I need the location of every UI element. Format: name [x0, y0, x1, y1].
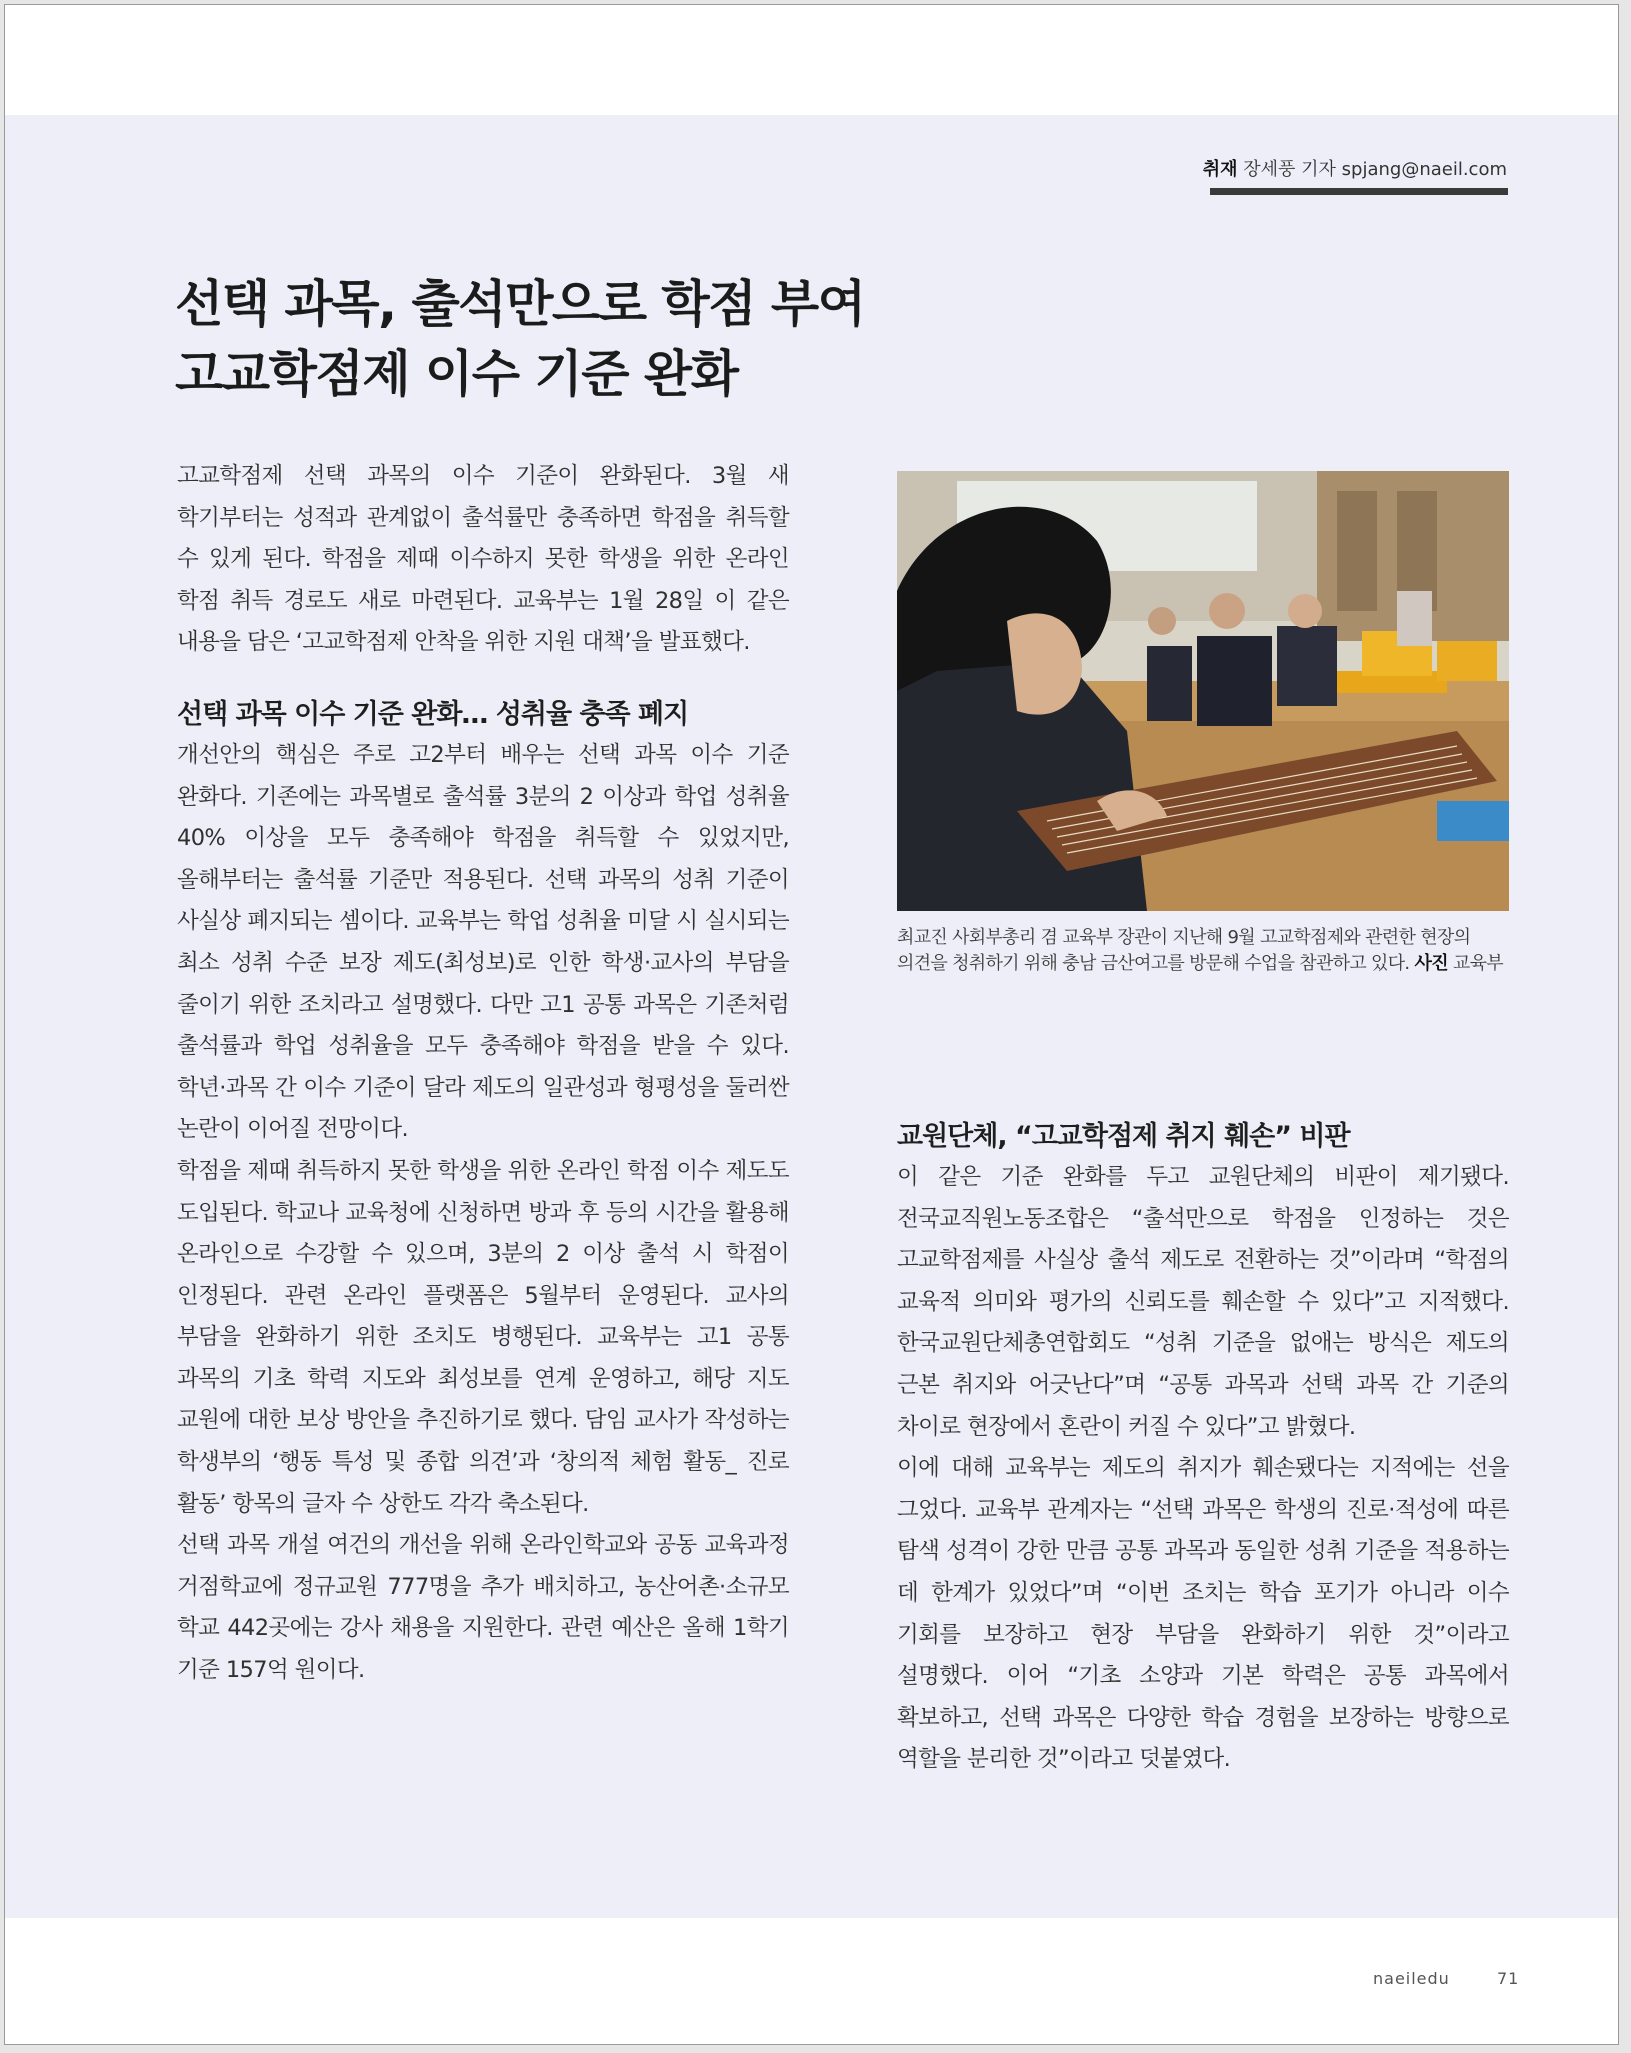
byline-rule: [1210, 188, 1508, 195]
headline-line-2: 고교학점제 이수 기준 완화: [175, 345, 738, 403]
body-paragraph: 학점을 제때 취득하지 못한 학생을 위한 온라인 학점 이수 제도도 도입된다. 학교나 교육청에 신청하면 방과 후 등의 시간을 활용해 온라인으로 수강할 수 있으며, 3분의 2 이상 출석 시 학점이 인정된다. 관련 온라인 플랫폼은 5월부터 운영된다. 교사의 부담을 완화하기 위한 조치도 병행된다. 교육부는 고1 공통 과목의 기초 학력 지도와 최성보를 연계 운영하고, 해당 지도 교원에 대한 보상 방안을 추진하기로 했다. 담임 교사가 작성하는 학생부의 ‘행동 특성 및 종합 의견’과 ‘창의적 체험 활동_ 진로 활동’ 항목의 글자 수 상한도 각각 축소된다.: [177, 1157, 789, 1517]
page-number: 71: [1497, 1969, 1520, 1988]
article-headline: [175, 269, 975, 409]
left-column: [177, 456, 789, 1692]
body-paragraph: 선택 과목 개설 여건의 개선을 위해 온라인학교와 공동 교육과정 거점학교에 정규교원 777명을 추가 배치하고, 농산어촌·소규모 학교 442곳에는 강사 채용을 지원한다. 관련 예산은 올해 1학기 기준 157억 원이다.: [177, 1532, 789, 1684]
gayageum-class-photo: [897, 471, 1509, 911]
magazine-page: [4, 4, 1619, 2045]
byline-label: 취재: [1202, 159, 1238, 180]
lead-paragraph: 고교학점제 선택 과목의 이수 기준이 완화된다. 3월 새 학기부터는 성적과 관계없이 출석률만 충족하면 학점을 취득할 수 있게 된다. 학점을 제때 이수하지 못한 학생을 위한 온라인 학점 취득 경로도 새로 마련된다. 교육부는 1월 28일 이 같은 내용을 담은 ‘고교학점제 안착을 위한 지원 대책’을 발표했다.: [177, 463, 789, 656]
section-heading-1: 선택 과목 이수 기준 완화… 성취율 충족 폐지: [177, 698, 689, 730]
body-paragraph: 이 같은 기준 완화를 두고 교원단체의 비판이 제기됐다. 전국교직원노동조합은 “출석만으로 학점을 인정하는 것은 고교학점제를 사실상 출석 제도로 전환하는 것”이라며 “학점의 교육적 의미와 평가의 신뢰도를 훼손할 수 있다”고 지적했다. 한국교원단체총연합회도 “성취 기준을 없애는 방식은 제도의 근본 취지와 어긋난다”며 “공통 과목과 선택 과목 간 기준의 차이로 현장에서 혼란이 커질 수 있다”고 밝혔다.: [897, 1164, 1509, 1440]
section-heading-2: 교원단체, “고교학점제 취지 훼손” 비판: [897, 1121, 1350, 1152]
photo-caption: [897, 925, 1513, 977]
byline: [1175, 155, 1507, 181]
footer-magazine-name: naeiledu: [1373, 1969, 1450, 1988]
photo-credit-label: 사진: [1414, 953, 1448, 974]
headline-line-1: 선택 과목, 출석만으로 학점 부여: [175, 275, 865, 333]
photo-credit: 교육부: [1452, 953, 1503, 974]
body-paragraph: 이에 대해 교육부는 제도의 취지가 훼손됐다는 지적에는 선을 그었다. 교육부 관계자는 “선택 과목은 학생의 진로·적성에 따른 탐색 성격이 강한 만큼 공통 과목과 동일한 성취 기준을 적용하는 데 한계가 있었다”며 “이번 조치는 학습 포기가 아니라 이수 기회를 보장하고 현장 부담을 완화하기 위한 것”이라고 설명했다. 이어 “기초 소양과 기본 학력은 공통 과목에서 확보하고, 선택 과목은 다양한 학습 경험을 보장하는 방향으로 역할을 분리한 것”이라고 덧붙였다.: [897, 1455, 1509, 1773]
caption-text: 최교진 사회부총리 겸 교육부 장관이 지난해 9월 고교학점제와 관련한 현장의 의견을 청취하기 위해 충남 금산여고를 방문해 수업을 참관하고 있다.: [897, 927, 1471, 974]
article-photo: [897, 471, 1509, 911]
right-column: [897, 1116, 1509, 1781]
byline-text: 장세풍 기자 spjang@naeil.com: [1243, 159, 1507, 180]
body-paragraph: 개선안의 핵심은 주로 고2부터 배우는 선택 과목 이수 기준 완화다. 기존에는 과목별로 출석률 3분의 2 이상과 학업 성취율 40% 이상을 모두 충족해야 학점을 취득할 수 있었지만, 올해부터는 출석률 기준만 적용된다. 선택 과목의 성취 기준이 사실상 폐지되는 셈이다. 교육부는 학업 성취율 미달 시 실시되는 최소 성취 수준 보장 제도(최성보)로 인한 학생·교사의 부담을 줄이기 위한 조치라고 설명했다. 다만 고1 공통 과목은 기존처럼 출석률과 학업 성취율을 모두 충족해야 학점을 받을 수 있다. 학년·과목 간 이수 기준이 달라 제도의 일관성과 형평성을 둘러싼 논란이 이어질 전망이다.: [177, 741, 789, 1143]
